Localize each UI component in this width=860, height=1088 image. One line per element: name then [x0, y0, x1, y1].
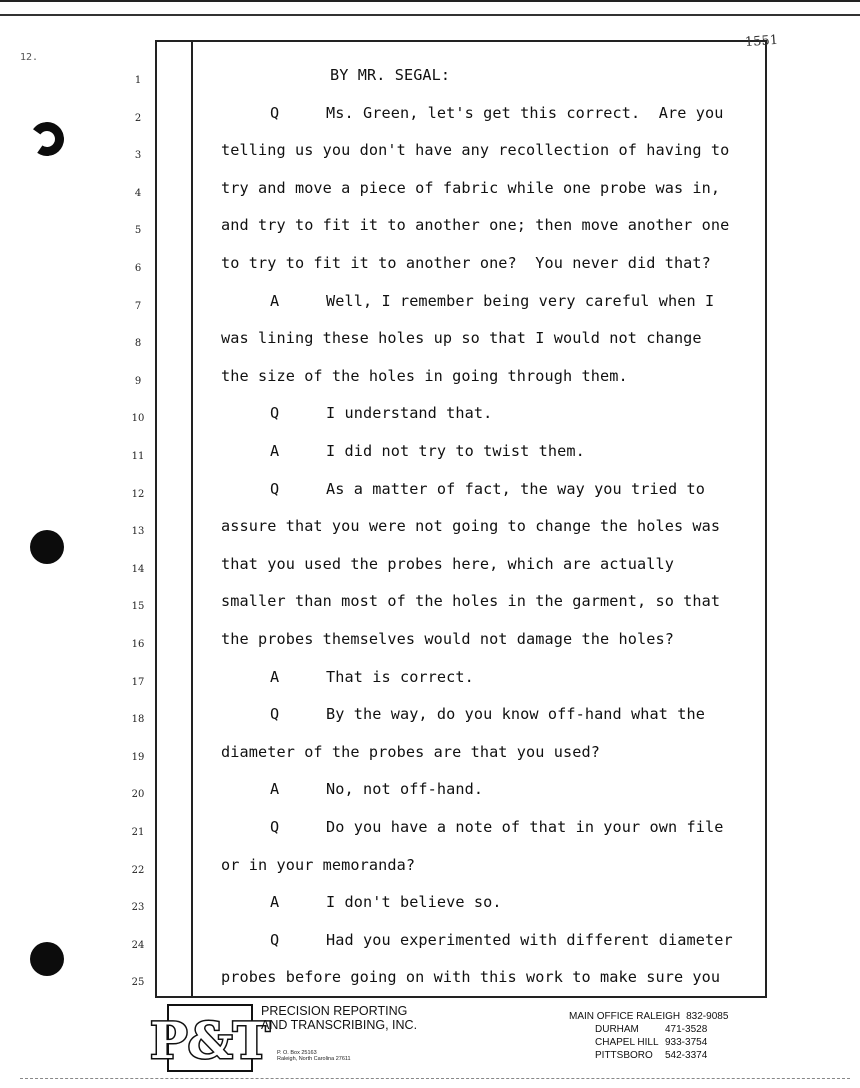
transcript-line [221, 216, 729, 234]
line-number: 5 [134, 225, 142, 237]
line-number: 12 [131, 488, 145, 500]
speaker-label: Q [270, 404, 280, 423]
transcript-line [221, 517, 720, 535]
line-text: or in your memoranda? [221, 855, 416, 874]
line-number: 8 [134, 338, 142, 350]
line-text: that you used the probes here, which are actually [221, 554, 674, 573]
line-number: 6 [134, 263, 142, 274]
line-number: 11 [131, 451, 145, 462]
line-number: 13 [131, 526, 145, 538]
company-logo-icon [150, 1004, 270, 1072]
transcript-line [270, 893, 502, 911]
line-text: Ms. Green, let's get this correct. Are you [326, 103, 724, 122]
office-row [569, 1023, 728, 1036]
punch-hole-icon [30, 942, 64, 976]
line-number: 4 [134, 187, 142, 199]
company-name [261, 1004, 417, 1032]
speaker-label: A [270, 780, 280, 799]
page-stamp: 1551 [744, 32, 779, 51]
transcript-line [221, 367, 628, 385]
line-text: diameter of the probes are that you used? [221, 742, 600, 761]
transcript-line [221, 743, 600, 761]
transcript-line [221, 141, 729, 159]
line-text: Do you have a note of that in your own file [326, 818, 724, 836]
speaker-label: A [270, 442, 280, 460]
line-text: As a matter of fact, the way you tried to [326, 479, 705, 498]
line-text: I did not try to twist them. [326, 442, 585, 460]
line-number: 20 [131, 789, 145, 801]
line-text: That is correct. [326, 667, 474, 686]
line-text: telling us you don't have any recollection of having to [221, 141, 730, 160]
line-number: 17 [131, 676, 145, 688]
line-text: the probes themselves would not damage the holes? [221, 630, 674, 648]
company-name-line-2: AND TRANSCRIBING, INC. [261, 1018, 418, 1032]
line-number: 23 [131, 902, 145, 914]
line-text: Well, I remember being very careful when I [326, 291, 715, 310]
page-top-edge [0, 2, 860, 16]
office-row [569, 1049, 728, 1062]
office-name: PITTSBORO [595, 1050, 653, 1061]
examination-header [330, 66, 450, 84]
office-name: MAIN OFFICE RALEIGH [569, 1011, 681, 1022]
line-number: 3 [134, 150, 142, 162]
line-text: assure that you were not going to change the holes was [221, 517, 721, 536]
speaker-label: A [270, 667, 280, 686]
line-text: I don't believe so. [326, 893, 502, 912]
company-name-line-1: PRECISION REPORTING [261, 1004, 408, 1018]
address-line-1: P. O. Box 25163 [277, 1050, 317, 1056]
transcript-line [221, 968, 720, 986]
line-text: No, not off-hand. [326, 780, 484, 799]
logo-text: P&T [150, 1011, 270, 1070]
line-number: 14 [131, 563, 145, 575]
line-number: 15 [131, 601, 145, 613]
speaker-label: Q [270, 705, 280, 724]
address-line-2: Raleigh, North Carolina 27611 [277, 1056, 351, 1062]
line-text: I understand that. [326, 404, 493, 423]
line-number: 21 [131, 827, 145, 838]
line-number-margin-rule [191, 40, 193, 998]
office-row [569, 1010, 728, 1023]
line-number: 19 [131, 751, 145, 763]
speaker-label: Q [270, 479, 280, 498]
line-number: 24 [131, 939, 145, 951]
reporter-footer [150, 1002, 767, 1076]
transcript-line [270, 668, 474, 686]
speaker-label: A [270, 291, 280, 310]
corner-mark: 12. [20, 52, 39, 63]
line-number: 9 [134, 375, 142, 387]
transcript-line [221, 592, 720, 610]
transcript-line [270, 442, 585, 460]
line-text: smaller than most of the holes in the garment, so that [221, 592, 721, 611]
transcript-line [221, 329, 702, 347]
transcript-line [270, 404, 492, 422]
line-number: 22 [131, 864, 145, 876]
transcript-line [221, 856, 415, 874]
line-number: 10 [131, 413, 145, 425]
line-text: BY MR. SEGAL: [330, 66, 451, 84]
bottom-rule [20, 1078, 850, 1080]
line-number: 18 [131, 714, 145, 726]
transcript-line [270, 780, 483, 798]
company-address [277, 1050, 351, 1062]
office-phone: 542-3374 [665, 1050, 708, 1061]
speaker-label: Q [270, 103, 280, 122]
line-text: Had you experimented with different diameter [326, 930, 733, 949]
line-text: probes before going on with this work to make sure you [221, 968, 721, 987]
office-name: CHAPEL HILL [595, 1037, 659, 1048]
line-number: 7 [134, 300, 142, 312]
office-phone: 471-3528 [665, 1024, 708, 1035]
speaker-label: Q [270, 930, 280, 949]
transcript-line [221, 179, 720, 197]
line-text: the size of the holes in going through them. [221, 366, 628, 385]
office-row [569, 1036, 728, 1049]
transcript-line [221, 555, 674, 573]
speaker-label: Q [270, 818, 280, 836]
transcript-line [221, 254, 711, 272]
line-number: 16 [131, 639, 145, 650]
line-text: try and move a piece of fabric while one probe was in, [221, 178, 721, 197]
office-list [569, 1010, 728, 1062]
transcript-line [270, 931, 733, 949]
punch-hole-icon [27, 119, 66, 158]
office-phone: 933-3754 [665, 1037, 708, 1048]
transcript-line [270, 705, 705, 723]
speaker-label: A [270, 893, 280, 912]
line-text: was lining these holes up so that I would not change [221, 329, 702, 348]
line-text: and try to fit it to another one; then move another one [221, 216, 730, 235]
office-phone: 832-9085 [686, 1011, 729, 1022]
line-text: to try to fit it to another one? You never did that? [221, 254, 711, 272]
transcript-line [270, 104, 723, 122]
transcript-line [270, 480, 705, 498]
office-name: DURHAM [595, 1024, 639, 1035]
punch-hole-icon [30, 530, 64, 564]
line-number: 2 [134, 112, 142, 124]
line-number: 1 [134, 75, 142, 86]
transcript-line [270, 818, 723, 836]
line-text: By the way, do you know off-hand what the [326, 705, 705, 724]
line-number: 25 [131, 977, 145, 989]
transcript-line [270, 292, 714, 310]
transcript-line [221, 630, 674, 648]
